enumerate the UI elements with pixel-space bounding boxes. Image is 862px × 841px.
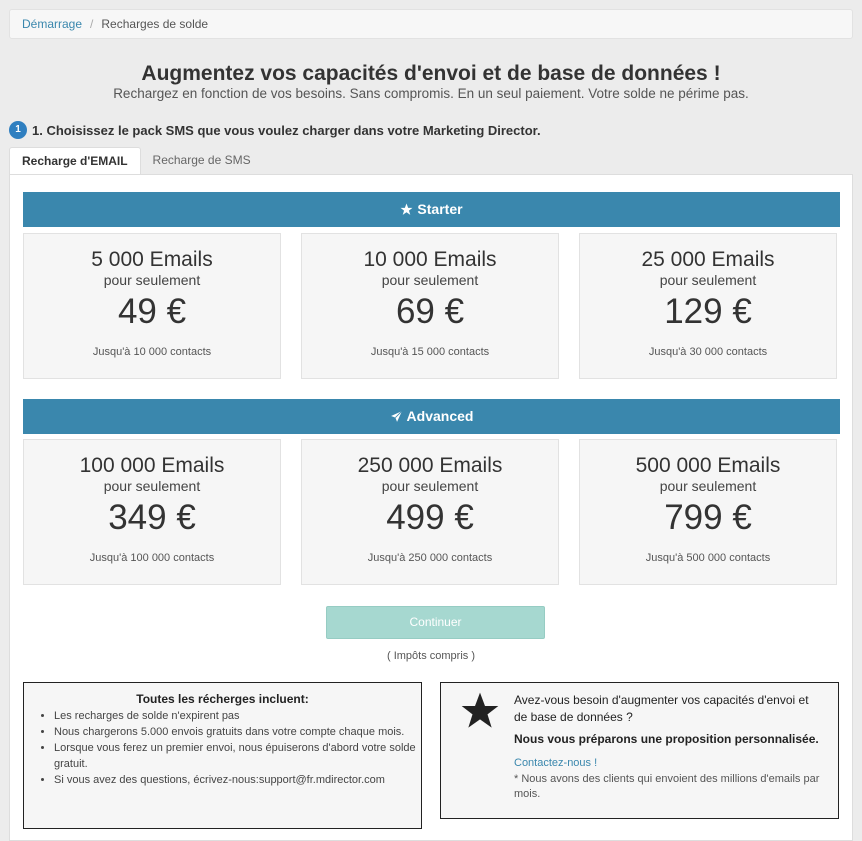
pack-price: 49 € [117, 292, 187, 331]
page-title: Augmentez vos capacités d'envoi et de base de données ! [141, 62, 721, 85]
pack-pour-label: pour seulement [659, 478, 757, 494]
pack-price: 499 € [386, 498, 474, 537]
step-instruction [9, 121, 541, 139]
tab-sms-recharge[interactable]: Recharge de SMS [152, 153, 251, 167]
contact-link[interactable]: Contactez-nous ! [514, 757, 598, 769]
offer-proposal: Nous vous préparons une proposition personnalisée. [514, 732, 819, 746]
group-title-advanced: Advanced [406, 408, 474, 424]
pack-contacts: Jusqu'à 15 000 contacts [370, 346, 490, 358]
group-header-starter [23, 192, 840, 227]
pack-price: 129 € [664, 292, 752, 331]
list-item: • Les recharges de solde n'expirent pas [54, 708, 434, 724]
pack-contacts: Jusqu'à 100 000 contacts [89, 552, 215, 564]
group-header-advanced [23, 399, 840, 434]
offer-note: * Nous avons des clients qui envoient des millions d'emails par mois. [514, 773, 820, 800]
list-item: • Nous chargerons 5.000 envois gratuits dans votre compte chaque mois. [54, 724, 434, 740]
pack-pour-label: pour seulement [103, 272, 201, 288]
breadcrumb-separator: / [90, 17, 94, 31]
list-item: • Lorsque vous ferez un premier envoi, nous épuiserons d'abord votre solde gratuit. [54, 740, 434, 772]
includes-list [36, 708, 434, 788]
pack-contacts: Jusqu'à 500 000 contacts [645, 552, 771, 564]
pack-pour-label: pour seulement [103, 478, 201, 494]
pack-price: 349 € [108, 498, 196, 537]
includes-title: Toutes les récherges incluent: [136, 692, 309, 706]
pack-pour-label: pour seulement [381, 478, 479, 494]
includes-box [23, 682, 422, 829]
pack-price: 799 € [664, 498, 752, 537]
breadcrumb [9, 9, 853, 39]
pack-quantity: 250 000 Emails [357, 454, 503, 477]
pack-pour-label: pour seulement [659, 272, 757, 288]
pack-quantity: 25 000 Emails [641, 248, 775, 271]
list-item: • Si vous avez des questions, écrivez-nous:support@fr.mdirector.com [54, 772, 434, 788]
pack-pour-label: pour seulement [381, 272, 479, 288]
pack-contacts: Jusqu'à 250 000 contacts [367, 552, 493, 564]
rocket-icon [390, 408, 407, 424]
pack-contacts: Jusqu'à 10 000 contacts [92, 346, 212, 358]
recharge-tabs [9, 147, 263, 175]
tax-note: ( Impôts compris ) [386, 650, 475, 662]
pack-quantity: 100 000 Emails [79, 454, 225, 477]
custom-offer-box [440, 682, 839, 819]
pack-price: 69 € [395, 292, 465, 331]
star-icon [459, 691, 501, 736]
pack-card[interactable] [301, 439, 559, 585]
step-text: 1. Choisissez le pack SMS que vous voulez charger dans votre Marketing Director. [32, 122, 541, 138]
pack-card[interactable] [579, 439, 837, 585]
pack-quantity: 5 000 Emails [91, 248, 213, 271]
pack-card[interactable] [23, 439, 281, 585]
pack-contacts: Jusqu'à 30 000 contacts [648, 346, 768, 358]
tab-email-recharge[interactable]: Recharge d'EMAIL [9, 147, 141, 175]
page-subtitle: Rechargez en fonction de vos besoins. Sans compromis. En un seul paiement. Votre solde ne périme pas. [113, 86, 749, 101]
pack-quantity: 500 000 Emails [635, 454, 781, 477]
star-icon [400, 201, 417, 217]
pack-card[interactable] [23, 233, 281, 379]
pack-card[interactable] [301, 233, 559, 379]
continue-button[interactable]: Continuer [326, 606, 545, 639]
step-number-badge: 1 [9, 121, 27, 139]
pack-card[interactable] [579, 233, 837, 379]
breadcrumb-home-link[interactable]: Démarrage [22, 17, 83, 31]
pack-quantity: 10 000 Emails [363, 248, 497, 271]
offer-question: Avez-vous besoin d'augmenter vos capacités d'envoi et de base de données ? [514, 693, 809, 724]
group-title-starter: Starter [417, 201, 463, 217]
breadcrumb-current: Recharges de solde [101, 17, 209, 31]
